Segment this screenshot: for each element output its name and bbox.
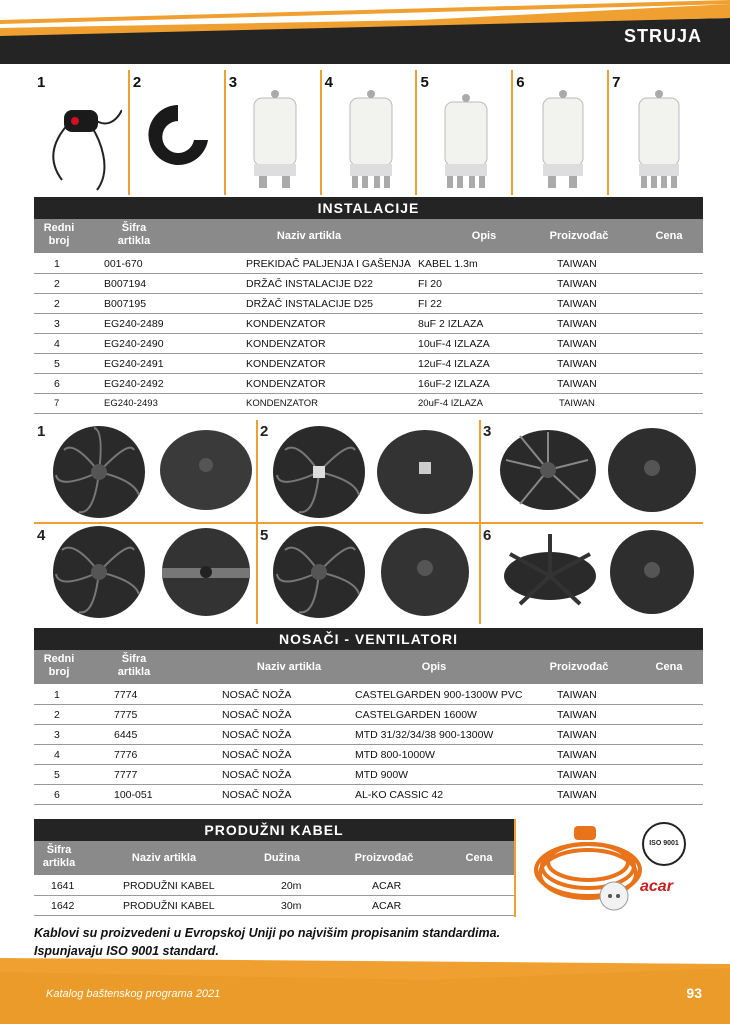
cell-redni: 3 <box>54 729 60 741</box>
cell-redni: 4 <box>54 338 60 350</box>
thumb-capacitor-12uf <box>417 70 513 195</box>
cell-naziv: KONDENZATOR <box>246 338 326 350</box>
standards-note <box>34 924 500 960</box>
cell-redni: 6 <box>54 378 60 390</box>
cell-opis: MTD 900W <box>355 769 409 781</box>
cell-naziv: DRŽAČ INSTALACIJE D22 <box>246 278 373 290</box>
fan-cell-2 <box>257 420 480 522</box>
capacitor-icon <box>330 80 410 195</box>
cell-opis: CASTELGARDEN 900-1300W PVC <box>355 689 523 701</box>
cell-sifra: EG240-2492 <box>104 378 164 390</box>
cell-opis: FI 20 <box>418 278 442 290</box>
cell-redni: 6 <box>54 789 60 801</box>
thumb-number: 4 <box>324 74 333 91</box>
cell-proizvodjac: ACAR <box>372 880 402 892</box>
fan-number: 5 <box>260 527 269 544</box>
section-title-nosaci: NOSAČI - VENTILATORI <box>34 628 703 650</box>
capacitor-icon <box>234 80 314 195</box>
cell-opis: 12uF-4 IZLAZA <box>418 358 490 370</box>
cell-proizvodjac: TAIWAN <box>557 258 597 270</box>
cell-proizvodjac: TAIWAN <box>557 358 597 370</box>
cell-opis: MTD 800-1000W <box>355 749 435 761</box>
table-row <box>34 896 514 916</box>
switch-cable-icon <box>42 80 122 195</box>
iso-badge: ISO 9001 <box>642 822 686 866</box>
table-row <box>34 685 703 705</box>
cell-opis: MTD 31/32/34/38 900-1300W <box>355 729 494 741</box>
table-row <box>34 374 703 394</box>
col-header-naziv: Naziv artikla <box>131 852 197 864</box>
cell-naziv: NOSAČ NOŽA <box>222 789 292 801</box>
table-row <box>34 314 703 334</box>
cell-redni: 2 <box>54 278 60 290</box>
cell-proizvodjac: TAIWAN <box>557 278 597 290</box>
thumb-holder <box>130 70 226 195</box>
table-header-instalacije <box>34 219 703 253</box>
table-row <box>34 274 703 294</box>
col-header-cena: Cena <box>465 852 493 864</box>
col-header-redni: Redni broj <box>43 653 75 678</box>
col-header-naziv: Naziv artikla <box>276 230 342 242</box>
cell-redni: 5 <box>54 769 60 781</box>
section-title-kabel: PRODUŽNI KABEL <box>34 819 514 841</box>
cell-naziv: KONDENZATOR <box>246 318 326 330</box>
table-row <box>34 745 703 765</box>
cell-sifra: B007195 <box>104 298 147 310</box>
table-row <box>34 334 703 354</box>
table-row <box>34 354 703 374</box>
fan-cell-3 <box>480 420 703 522</box>
table-row <box>34 725 703 745</box>
note-line-2: Ispunjavaju ISO 9001 standard. <box>34 944 219 958</box>
cell-naziv: NOSAČ NOŽA <box>222 689 292 701</box>
product-thumbnails <box>34 70 703 195</box>
thumb-capacitor-20uf <box>609 70 703 195</box>
fan-number: 1 <box>37 423 46 440</box>
page-title: STRUJA <box>623 26 702 46</box>
cell-sifra: B007194 <box>104 278 147 290</box>
col-header-redni: Redni broj <box>43 222 75 247</box>
col-header-proizvodjac: Proizvođač <box>549 661 609 673</box>
cell-sifra: 7777 <box>114 769 138 781</box>
cell-naziv: KONDENZATOR <box>246 398 318 409</box>
cell-proizvodjac: TAIWAN <box>557 378 597 390</box>
thumb-capacitor-10uf <box>322 70 418 195</box>
table-row <box>34 294 703 314</box>
cell-sifra: 7774 <box>114 689 138 701</box>
cell-sifra: 1641 <box>51 880 75 892</box>
col-header-opis: Opis <box>471 230 497 242</box>
cell-sifra: EG240-2493 <box>104 398 158 409</box>
fan-cell-5 <box>257 524 480 626</box>
thumb-number: 1 <box>37 74 46 91</box>
cable-product-image <box>518 822 703 917</box>
page-number: 93 <box>686 985 702 1001</box>
fan-number: 6 <box>483 527 492 544</box>
fan-impeller-icon <box>480 524 703 624</box>
capacitor-icon <box>425 80 505 195</box>
cable-holder-icon <box>138 80 218 195</box>
cell-sifra: 001-670 <box>104 258 143 270</box>
cell-naziv: NOSAČ NOŽA <box>222 709 292 721</box>
cell-redni: 1 <box>54 689 60 701</box>
col-header-cena: Cena <box>655 661 683 673</box>
cell-proizvodjac: TAIWAN <box>557 298 597 310</box>
fan-cell-6 <box>480 524 703 626</box>
cell-sifra: 1642 <box>51 900 75 912</box>
cell-sifra: 6445 <box>114 729 138 741</box>
thumb-number: 7 <box>612 74 621 91</box>
fan-impeller-icon <box>257 420 480 522</box>
cell-sifra: EG240-2490 <box>104 338 164 350</box>
table-row <box>34 254 703 274</box>
catalog-name: Katalog baštenskog programa 2021 <box>46 988 221 1000</box>
cell-naziv: KONDENZATOR <box>246 378 326 390</box>
cell-opis: 10uF-4 IZLAZA <box>418 338 490 350</box>
col-header-naziv: Naziv artikla <box>256 661 322 673</box>
cell-naziv: KONDENZATOR <box>246 358 326 370</box>
thumb-number: 3 <box>228 74 238 91</box>
col-header-opis: Opis <box>421 661 447 673</box>
table-row <box>34 765 703 785</box>
cell-redni: 1 <box>54 258 60 270</box>
cell-proizvodjac: TAIWAN <box>559 398 595 409</box>
fan-cell-1 <box>34 420 257 522</box>
table-row <box>34 785 703 805</box>
col-header-proizvodjac: Proizvođač <box>354 852 414 864</box>
thumb-number: 5 <box>420 74 429 91</box>
thumb-switch <box>34 70 130 195</box>
cell-opis: FI 22 <box>418 298 442 310</box>
fan-images-grid <box>34 420 703 624</box>
cell-proizvodjac: TAIWAN <box>557 709 597 721</box>
cell-duzina: 20m <box>281 880 302 892</box>
cell-proizvodjac: TAIWAN <box>557 769 597 781</box>
cell-opis: 20uF-4 IZLAZA <box>418 398 483 409</box>
cell-proizvodjac: TAIWAN <box>557 318 597 330</box>
cell-sifra: EG240-2489 <box>104 318 164 330</box>
fan-impeller-icon <box>480 420 703 522</box>
thumb-number: 6 <box>516 74 525 91</box>
table-row <box>34 876 514 896</box>
cell-sifra: 7775 <box>114 709 138 721</box>
cell-opis: CASTELGARDEN 1600W <box>355 709 477 721</box>
cell-sifra: 100-051 <box>114 789 153 801</box>
cell-naziv: NOSAČ NOŽA <box>222 769 292 781</box>
cell-sifra: EG240-2491 <box>104 358 164 370</box>
cell-proizvodjac: ACAR <box>372 900 402 912</box>
section-title-instalacije: INSTALACIJE <box>34 197 703 219</box>
thumb-capacitor-16uf <box>513 70 609 195</box>
cell-redni: 7 <box>54 398 60 409</box>
page-header <box>0 0 730 66</box>
capacitor-icon <box>617 80 697 195</box>
col-header-cena: Cena <box>655 230 683 242</box>
cell-opis: 8uF 2 IZLAZA <box>418 318 484 330</box>
cell-naziv: PRODUŽNI KABEL <box>123 900 215 912</box>
kabel-divider <box>514 819 516 917</box>
cell-opis: 16uF-2 IZLAZA <box>418 378 490 390</box>
fan-number: 3 <box>483 423 492 440</box>
fan-cell-4 <box>34 524 257 626</box>
cell-sifra: 7776 <box>114 749 138 761</box>
cell-naziv: NOSAČ NOŽA <box>222 749 292 761</box>
cell-proizvodjac: TAIWAN <box>557 338 597 350</box>
cell-proizvodjac: TAIWAN <box>557 789 597 801</box>
table-header-kabel <box>34 841 514 875</box>
cell-opis: AL-KO CASSIC 42 <box>355 789 444 801</box>
cell-redni: 4 <box>54 749 60 761</box>
fan-number: 2 <box>260 423 269 440</box>
cell-redni: 2 <box>54 298 60 310</box>
cell-proizvodjac: TAIWAN <box>557 689 597 701</box>
fan-number: 4 <box>37 527 46 544</box>
fan-impeller-icon <box>34 420 257 522</box>
col-header-sifra: Šifra artikla <box>117 653 151 678</box>
table-row <box>34 394 703 414</box>
acar-logo: acar <box>640 878 673 895</box>
capacitor-icon <box>521 80 601 195</box>
table-header-nosaci <box>34 650 703 684</box>
col-header-sifra: Šifra artikla <box>117 222 151 247</box>
cell-redni: 5 <box>54 358 60 370</box>
cell-proizvodjac: TAIWAN <box>557 749 597 761</box>
col-header-proizvodjac: Proizvođač <box>549 230 609 242</box>
cell-redni: 2 <box>54 709 60 721</box>
cell-opis: KABEL 1.3m <box>418 258 478 270</box>
cell-naziv: DRŽAČ INSTALACIJE D25 <box>246 298 373 310</box>
cell-naziv: PRODUŽNI KABEL <box>123 880 215 892</box>
thumb-capacitor-8uf <box>226 70 322 195</box>
cell-duzina: 30m <box>281 900 302 912</box>
cell-redni: 3 <box>54 318 60 330</box>
cell-proizvodjac: TAIWAN <box>557 729 597 741</box>
col-header-duzina: Dužina <box>263 852 301 864</box>
table-row <box>34 705 703 725</box>
fan-impeller-icon <box>34 524 257 624</box>
note-line-1: Kablovi su proizvedeni u Evropskoj Uniji po najvišim propisanim standardima. <box>34 926 501 940</box>
thumb-number: 2 <box>132 74 142 91</box>
cell-naziv: NOSAČ NOŽA <box>222 729 292 741</box>
cell-naziv: PREKIDAČ PALJENJA I GAŠENJA <box>246 258 411 270</box>
col-header-sifra: Šifra artikla <box>42 844 76 869</box>
fan-impeller-icon <box>257 524 480 624</box>
header-band-graphic <box>0 0 730 66</box>
